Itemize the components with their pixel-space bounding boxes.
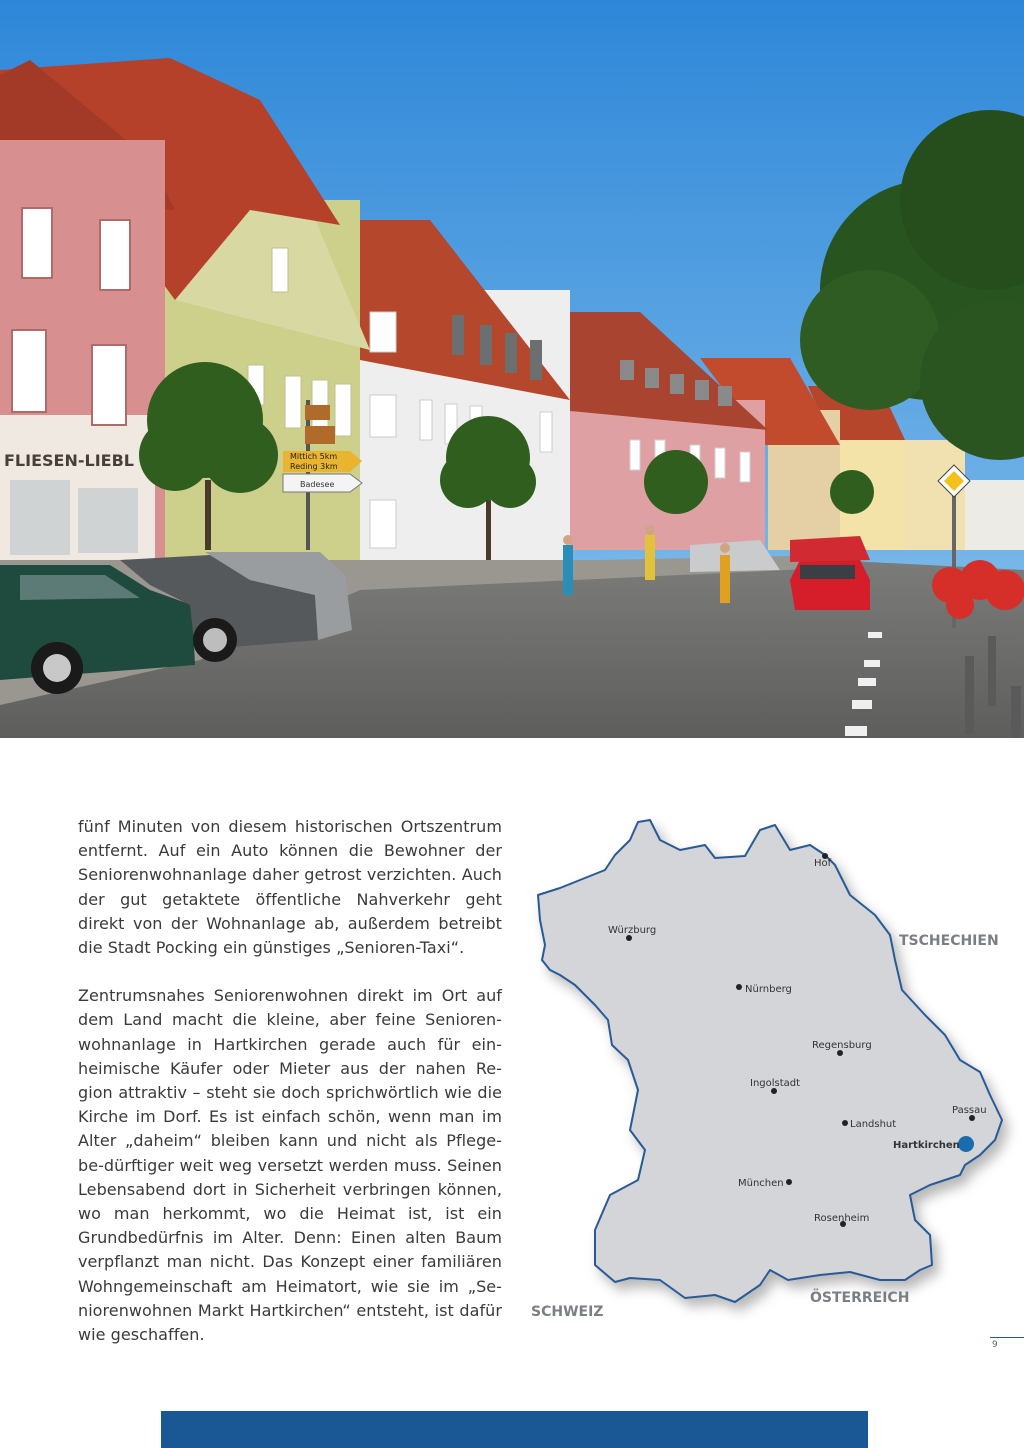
country-label-schweiz: SCHWEIZ bbox=[531, 1304, 604, 1320]
paragraph-2: Zentrumsnahes Seniorenwohnen direkt im Ort auf dem Land macht die kleine, aber feine Senioren-wohnanlage in Hartkirchen gerade auch für ein-heimische Käufer oder Mieter aus der nahen Re-gion attraktiv – steht sie doch sprichwörtlich wie die Kirche im Dorf. Es ist einfach schön, wenn man im Alter „daheim“ bleiben kann und nicht als Pflege-be-dürftiger weit weg versetzt werden muss. Seinen Lebensabend dort in Sicherheit verbringen können, wo man herkommt, wo die Heimat ist, ist ein Grundbedürfnis im Alter. Denn: Einen alten Baum verpflanzt man nicht. Das Konzept einer familiären Wohngemeinschaft am Heimatort, wie sie im „Se-niorenwohnen Markt Hartkirchen“ entsteht, ist dafür wie geschaffen. bbox=[78, 986, 502, 1345]
body-text bbox=[78, 815, 502, 1371]
footer-bar bbox=[161, 1411, 868, 1448]
city-label-hartkirchen: Hartkirchen bbox=[893, 1140, 960, 1151]
bavaria-map bbox=[520, 810, 1024, 1330]
city-dot-hartkirchen bbox=[958, 1136, 974, 1152]
city-label-passau: Passau bbox=[952, 1105, 987, 1116]
country-label-tschechien: TSCHECHIEN bbox=[899, 933, 999, 949]
svg-text:Badesee: Badesee bbox=[300, 480, 335, 489]
country-label-oesterreich: ÖSTERREICH bbox=[810, 1290, 910, 1306]
city-label-wuerzburg: Würzburg bbox=[608, 925, 657, 936]
city-label-hof: Hof bbox=[814, 858, 832, 869]
svg-text:Reding 3km: Reding 3km bbox=[290, 462, 338, 471]
city-label-nuernberg: Nürnberg bbox=[745, 984, 792, 995]
page-number: 9 bbox=[992, 1340, 998, 1350]
page-number-rule bbox=[990, 1337, 1024, 1338]
svg-text:Mittich 5km: Mittich 5km bbox=[290, 452, 338, 461]
city-dot-landshut bbox=[842, 1120, 848, 1126]
bavaria-outline bbox=[538, 820, 1002, 1302]
shop-sign: FLIESEN-LIEBL bbox=[4, 451, 134, 470]
city-dot-nuernberg bbox=[736, 984, 742, 990]
paragraph-1: fünf Minuten von diesem historischen Ortszentrum entfernt. Auf ein Auto können die Bewohner der Seniorenwohnanlage daher getrost verzichten. Auch der gut getaktete öffentliche Nahverkehr geht direkt von der Wohnanlage ab, außerdem betreibt die Stadt Pocking ein günstiges „Senioren-Taxi“. bbox=[78, 817, 502, 958]
city-label-ingolstadt: Ingolstadt bbox=[750, 1078, 801, 1089]
city-label-muenchen: München bbox=[738, 1178, 784, 1189]
city-label-regensburg: Regensburg bbox=[812, 1040, 872, 1051]
city-label-landshut: Landshut bbox=[850, 1119, 897, 1130]
city-dot-muenchen bbox=[786, 1179, 792, 1185]
city-label-rosenheim: Rosenheim bbox=[814, 1213, 870, 1224]
